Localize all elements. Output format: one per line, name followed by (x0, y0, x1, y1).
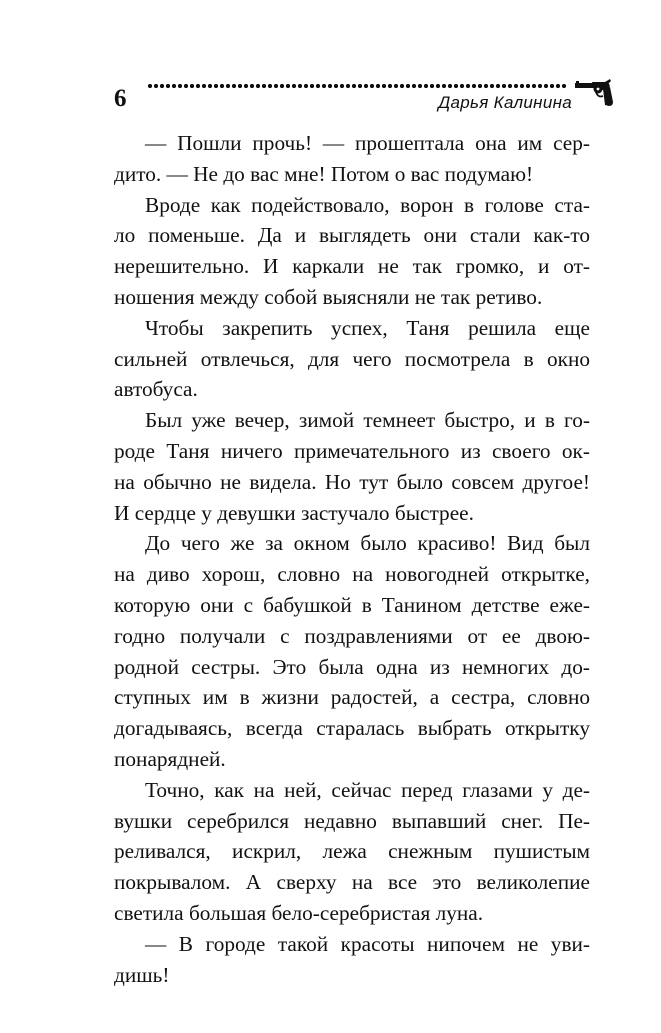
text-line: догадываясь, всегда старалась выбрать открытку (114, 716, 590, 741)
dotted-rule (147, 82, 567, 90)
text-line: светила большая бело-серебристая луна. (114, 900, 484, 925)
text-line: — Пошли прочь! — прошептала она им сер- (145, 131, 590, 155)
text-line: ло поменьше. Да и выглядеть они стали как-то (114, 223, 590, 248)
text-line: До чего же за окном было красиво! Вид был (145, 531, 590, 556)
text-line: — В городе такой красоты нипочем не уви- (145, 931, 590, 956)
running-header (114, 80, 614, 120)
text-line: дито. — Не до вас мне! Потом о вас подумаю! (114, 161, 534, 186)
text-line: покрывалом. А сверху на все это великолепие (114, 870, 590, 895)
text-line: Вроде как подействовало, ворон в голове ста- (145, 192, 590, 217)
text-line: реливался, искрил, лежа снежным пушистым (114, 839, 590, 864)
revolver-icon (574, 78, 614, 108)
text-line: вушки серебрился недавно выпавший снег. Пе- (114, 808, 590, 833)
text-line: ношения между собой выясняли не так ретиво. (114, 284, 543, 309)
text-line: на диво хорош, словно на новогодней открытке, (114, 562, 590, 587)
text-line: понарядней. (114, 746, 226, 771)
text-line: Был уже вечер, зимой темнеет быстро, и в го- (145, 408, 590, 433)
text-line: годно получали с поздравлениями от ее двою- (114, 623, 590, 648)
page-number: 6 (114, 85, 127, 112)
text-line: сильней отвлечься, для чего посмотрела в окно (114, 346, 590, 371)
author-name: Дарья Калинина (438, 93, 572, 112)
text-line: на обычно не видела. Но тут было совсем другое! (114, 469, 590, 494)
text-line: И сердце у девушки застучало быстрее. (114, 500, 474, 525)
text-line: роде Таня ничего примечательного из своего ок- (114, 438, 590, 463)
text-line: которую они с бабушкой в Танином детстве еже- (114, 592, 590, 617)
text-line: автобуса. (114, 377, 198, 402)
text-line: нерешительно. И каркали не так громко, и от- (114, 254, 590, 279)
body-text (114, 128, 590, 990)
text-line: родной сестры. Это была одна из немногих до- (114, 654, 590, 679)
text-line: дишь! (114, 962, 170, 987)
text-line: Чтобы закрепить успех, Таня решила еще (145, 315, 590, 340)
text-line: ступных им в жизни радостей, а сестра, словно (114, 685, 590, 710)
text-line: Точно, как на ней, сейчас перед глазами у де- (145, 777, 590, 802)
